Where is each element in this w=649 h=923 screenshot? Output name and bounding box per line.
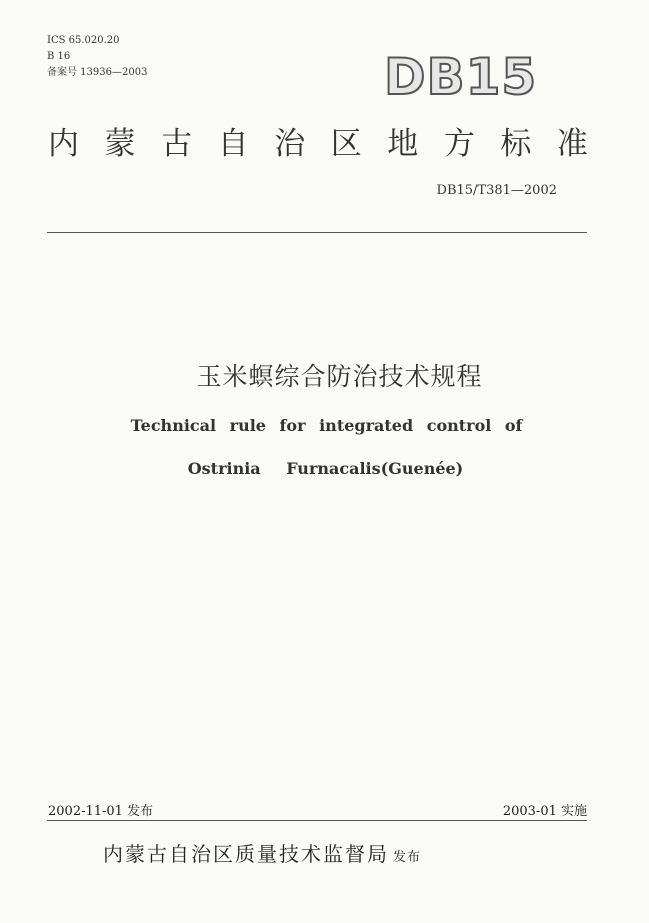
- issuing-authority: [103, 840, 421, 872]
- top-divider: [47, 232, 587, 233]
- implementation-date: 2003-01 实施: [502, 804, 587, 819]
- category-char: 地: [387, 126, 419, 162]
- document-title-chinese: 玉米螟综合防治技术规程: [196, 362, 483, 391]
- document-title-english-line2: Ostrinia Furnacalis(Guenée): [187, 459, 464, 478]
- standard-category-heading: [48, 124, 588, 164]
- category-char: 自: [217, 126, 249, 162]
- category-char: 准: [556, 126, 588, 162]
- db-logo: DB15: [384, 48, 538, 106]
- category-char: 区: [330, 126, 362, 162]
- bottom-divider: [47, 820, 587, 821]
- ics-code: ICS 65.020.20: [47, 35, 120, 46]
- publish-date: 2002-11-01 发布: [48, 804, 154, 819]
- category-char: 标: [500, 126, 532, 162]
- category-code: B 16: [47, 51, 71, 62]
- category-char: 古: [161, 126, 193, 162]
- category-char: 治: [274, 126, 306, 162]
- issuer-suffix: 发布: [393, 850, 422, 865]
- category-char: 方: [443, 126, 475, 162]
- category-char: 蒙: [104, 126, 136, 162]
- category-char: 内: [48, 126, 79, 162]
- document-title-english-line1: Technical rule for integrated control of: [130, 416, 523, 435]
- standard-number: DB15/T381—2002: [436, 183, 557, 198]
- classification-block: [47, 33, 147, 81]
- issuer-name: 内蒙古自治区质量技术监督局: [103, 842, 389, 866]
- record-number: 备案号 13936—2003: [47, 67, 148, 78]
